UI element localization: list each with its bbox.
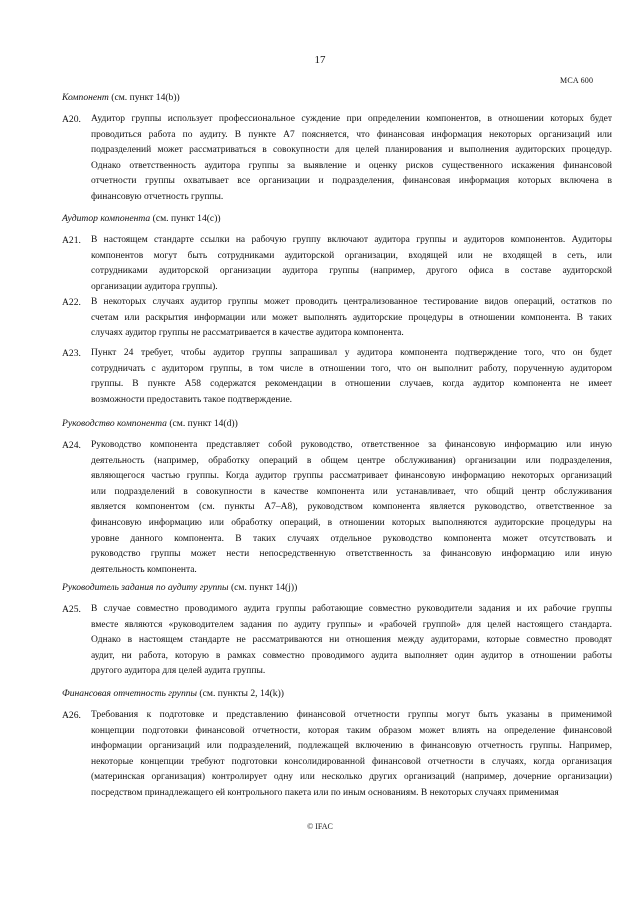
paragraph-line: или подразделений в совокупности в качестве компонента или устанавливает, что общий центр обслуживания: [91, 486, 612, 497]
paragraph: [62, 233, 612, 295]
paragraph-line: вместе являются «руководителем задания по аудиту группы» и «рабочей группой» для целей настоящего стандарта.: [91, 619, 612, 630]
section-heading-reference: (см. пункт 14(d)): [166, 418, 238, 429]
paragraph-line: (материнская организация) контролирует одну или несколько других организаций (например, дочерние организации): [91, 772, 612, 783]
section-heading-reference: (см. пункт 14(b)): [108, 92, 180, 103]
paragraph-line: Однако в настоящем стандарте не рассматриваются ни отношения между аудиторами, которые совместно проводят: [91, 635, 612, 646]
paragraph-line: группы. В пункте A58 содержатся рекомендации в отношении случаев, когда аудитор компонента не имеет: [91, 379, 612, 390]
paragraph-line: аудит, ни работа, которую в рамках совместно проводимого аудита выполняет один аудитор в отношении работы: [91, 650, 612, 661]
paragraph-line: сотрудниками аудиторской организации аудитора группы (например, другого офиса в составе аудиторской: [91, 266, 612, 277]
paragraph-line: отчетности группы охватывает все организации и подразделения, финансовая информация которых включена в: [91, 176, 612, 187]
paragraph-line: финансовую отчетность группы.: [91, 191, 224, 202]
paragraph-line: проводиться работа по аудиту. В пункте A7 поясняется, что финансовая информация некоторых организаций или: [91, 129, 612, 140]
paragraph: [62, 346, 612, 408]
paragraph-number: A25.: [62, 604, 81, 615]
paragraph-number: A21.: [62, 235, 81, 246]
paragraph-line: Руководство компонента представляет собой руководство, ответственное за финансовую информацию или иную: [91, 440, 612, 450]
paragraph-line: компонентов могут быть сотрудниками аудиторской организации, входящей или не входящей в сеть, или: [91, 250, 612, 261]
paragraph-line: является компонентом (см. пункты A7–A8), руководством компонента является руководство, ответственное за: [91, 502, 612, 513]
paragraph-line: Аудитор группы использует профессиональное суждение при определении компонентов, в отношении которых будет: [91, 114, 612, 124]
paragraph-line: счетам или раскрытия информации или может выполнять аудиторские процедуры в отношении компонента. В таких: [91, 312, 612, 323]
paragraph-line: подразделений может рассматриваться в совокупности для целей планирования и выполнения аудиторских процедур.: [91, 145, 612, 156]
section-heading-reference: (см. пункт 14(c)): [150, 213, 221, 224]
paragraph-line: финансовую информацию или обработку операций, в отношении которых выполняются аудиторские процедуры на: [91, 517, 612, 528]
paragraph: [62, 602, 612, 680]
paragraph: [62, 295, 612, 342]
paragraph-line: концепции подготовки финансовой отчетности, которая таким образом может влиять на определение финансовой: [91, 725, 612, 736]
paragraph-line: сотрудничать с аудитором группы, в том числе в отношении того, что он выполнит работу, порученную аудитором: [91, 363, 612, 374]
section-heading-title: Руководство компонента: [62, 418, 167, 429]
paragraph-line: некоторые концепции требуют подготовки консолидированной финансовой отчетности в случаях, когда организация: [91, 756, 612, 767]
paragraph-line: В случае совместно проводимого аудита группы работающие совместно руководители задания и их рабочие группы: [91, 604, 612, 614]
copyright-footer: © IFAC: [307, 822, 333, 831]
paragraph-line: Однако ответственность аудитора группы за выявление и оценку рисков существенного искажения финансовой: [91, 160, 612, 171]
paragraph-line: другого аудитора для целей аудита группы.: [91, 666, 266, 677]
paragraph-number: A24.: [62, 440, 81, 451]
paragraph: [62, 438, 612, 578]
section-heading-title: Финансовая отчетность группы: [62, 688, 198, 699]
paragraph-line: руководство группы может нести непосредственную ответственность за финансовую информацию или иную: [91, 549, 612, 560]
section-heading: [62, 213, 221, 224]
paragraph-line: информации организаций или подразделений, подлежащей включению в финансовую отчетность группы. Например,: [91, 741, 612, 752]
section-heading: [62, 582, 297, 593]
section-heading-reference: (см. пункты 2, 14(k)): [197, 688, 284, 699]
section-heading-title: Компонент: [62, 92, 109, 103]
paragraph-number: A26.: [62, 710, 81, 721]
paragraph-line: являющегося частью группы. Когда аудитор группы рассматривает финансовую информацию некоторых организаций: [91, 471, 612, 482]
section-heading: [62, 92, 180, 103]
paragraph-line: уровне данного компонента. В таких случаях отдельное руководство компонента может отсутствовать и: [91, 533, 612, 544]
paragraph-line: посредством принадлежащего ей контрольного пакета или по иным основаниям. В некоторых случаях применимая: [91, 787, 559, 798]
paragraph-line: В настоящем стандарте ссылки на рабочую группу включают аудитора группы и аудиторов компонентов. Аудиторы: [91, 235, 612, 245]
section-heading-title: Руководитель задания по аудиту группы: [62, 582, 229, 593]
section-heading-reference: (см. пункт 14(j)): [228, 582, 298, 593]
section-heading: [62, 688, 284, 699]
section-heading-title: Аудитор компонента: [62, 213, 151, 224]
paragraph-number: A23.: [62, 348, 81, 359]
paragraph: [62, 112, 612, 206]
paragraph-line: случаях аудитор группы не рассматривается в качестве аудитора компонента.: [91, 328, 404, 339]
paragraph-line: деятельность (например, обработку операций в общем центре обслуживания) организации или подразделения,: [91, 455, 612, 466]
paragraph-line: Пункт 24 требует, чтобы аудитор группы запрашивал у аудитора компонента подтверждение того, что он будет: [91, 348, 612, 358]
section-heading: [62, 418, 238, 429]
paragraph-line: деятельность компонента.: [91, 564, 197, 575]
paragraph-line: В некоторых случаях аудитор группы может проводить централизованное тестирование видов операций, остатков по: [91, 297, 612, 307]
paragraph-line: Требования к подготовке и представлению финансовой отчетности группы могут быть указаны в применимой: [91, 710, 612, 720]
page-number: 17: [314, 54, 326, 66]
standard-code: MCA 600: [560, 76, 594, 85]
paragraph-line: организации аудитора группы).: [91, 281, 218, 292]
paragraph-number: A22.: [62, 297, 81, 308]
paragraph-number: A20.: [62, 114, 81, 125]
paragraph-line: возможности предоставить такое подтверждение.: [91, 394, 293, 405]
paragraph: [62, 708, 612, 802]
